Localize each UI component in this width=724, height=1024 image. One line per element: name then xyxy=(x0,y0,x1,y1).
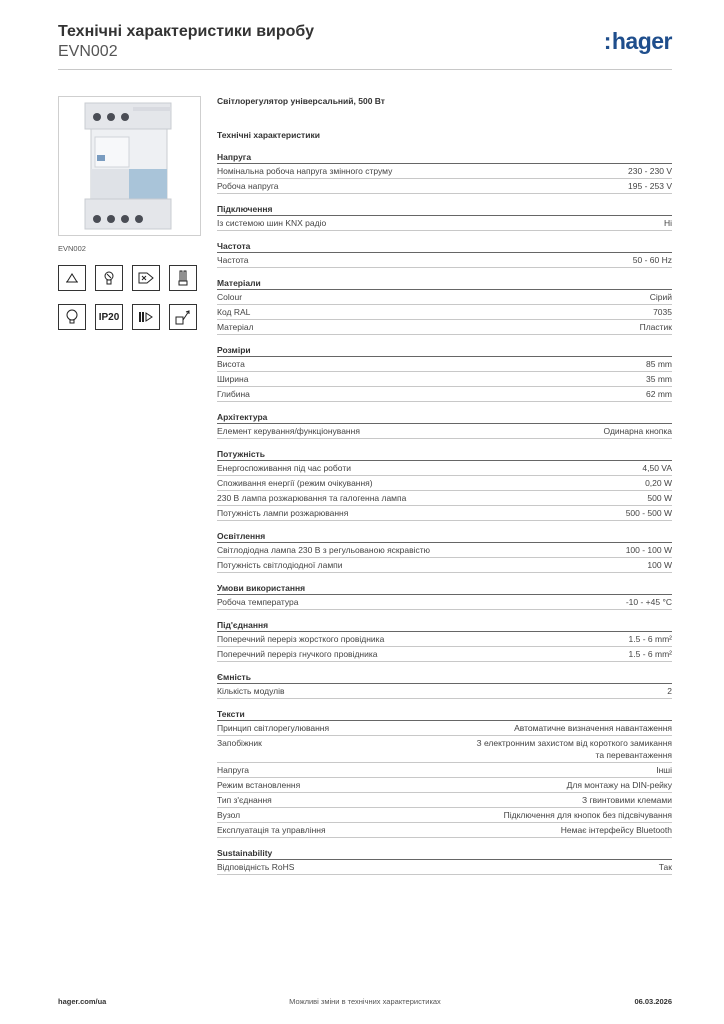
spec-value: Інші xyxy=(656,765,672,775)
spec-row xyxy=(217,543,672,558)
spec-value: 7035 xyxy=(653,307,672,317)
spec-value: 50 - 60 Hz xyxy=(632,255,672,265)
spec-row xyxy=(217,357,672,372)
footer-date: 06.03.2026 xyxy=(634,997,672,1006)
spec-label: Елемент керування/функціонування xyxy=(217,426,360,436)
spec-label: Принцип світлорегулювання xyxy=(217,723,330,733)
dimmer-device-image xyxy=(59,97,200,235)
spec-label: Запобіжник xyxy=(217,738,262,748)
spec-value: 100 W xyxy=(647,560,672,570)
spec-value: 2 xyxy=(667,686,672,696)
spec-label: Частота xyxy=(217,255,249,265)
spec-label: Код RAL xyxy=(217,307,251,317)
operator-icon xyxy=(169,304,197,330)
spec-value: Так xyxy=(658,862,672,872)
fluorescent-icon xyxy=(169,265,197,291)
spec-row xyxy=(217,164,672,179)
product-name: Світлорегулятор універсальний, 500 Вт xyxy=(217,96,385,106)
spec-row xyxy=(217,595,672,610)
spec-label: Експлуатація та управління xyxy=(217,825,326,835)
section-title: Ємність xyxy=(217,671,672,684)
dimmer-icon xyxy=(132,304,160,330)
page-header xyxy=(58,22,672,70)
spec-row xyxy=(217,305,672,320)
spec-sections xyxy=(217,151,672,875)
product-image xyxy=(58,96,201,236)
spec-row xyxy=(217,387,672,402)
spec-row xyxy=(217,763,672,778)
transformer-icon xyxy=(132,265,160,291)
spec-label: Поперечний переріз жорсткого провідника xyxy=(217,634,385,644)
spec-value: Ні xyxy=(663,218,672,228)
spec-label: Із системою шин KNX радіо xyxy=(217,218,327,228)
section-title: Матеріали xyxy=(217,277,672,290)
spec-label: Глибина xyxy=(217,389,250,399)
bulb-halogen-icon xyxy=(95,265,123,291)
spec-value: 1.5 - 6 mm² xyxy=(628,649,672,659)
spec-row xyxy=(217,506,672,521)
spec-row xyxy=(217,632,672,647)
spec-label: Світлодіодна лампа 230 В з регульованою яскравістю xyxy=(217,545,431,555)
spec-section xyxy=(217,203,672,231)
spec-value: Немає інтерфейсу Bluetooth xyxy=(560,825,672,835)
spec-row xyxy=(217,372,672,387)
spec-row xyxy=(217,320,672,335)
spec-section xyxy=(217,708,672,838)
spec-label: Висота xyxy=(217,359,245,369)
spec-row xyxy=(217,823,672,838)
section-title: Умови використання xyxy=(217,582,672,595)
wattage-icon xyxy=(58,265,86,291)
spec-section xyxy=(217,847,672,875)
section-title: Напруга xyxy=(217,151,672,164)
specifications xyxy=(217,96,672,875)
spec-label: Colour xyxy=(217,292,243,302)
spec-row xyxy=(217,558,672,573)
spec-row xyxy=(217,461,672,476)
spec-row xyxy=(217,491,672,506)
hager-logo: :hager xyxy=(603,28,672,54)
spec-row xyxy=(217,793,672,808)
spec-section xyxy=(217,619,672,662)
spec-value: 62 mm xyxy=(646,389,672,399)
spec-row xyxy=(217,476,672,491)
spec-row xyxy=(217,216,672,231)
spec-section xyxy=(217,582,672,610)
spec-section xyxy=(217,671,672,699)
spec-row xyxy=(217,860,672,875)
spec-value: Одинарна кнопка xyxy=(603,426,672,436)
section-title: Підключення xyxy=(217,203,672,216)
spec-value: З електронним захистом від короткого замикання та перевантаження xyxy=(476,738,672,760)
spec-label: Споживання енергії (режим очікування) xyxy=(217,478,373,488)
spec-row xyxy=(217,736,672,763)
spec-section xyxy=(217,344,672,402)
spec-section xyxy=(217,448,672,521)
spec-value: Сірий xyxy=(649,292,672,302)
spec-value: 35 mm xyxy=(646,374,672,384)
spec-row xyxy=(217,808,672,823)
spec-value: 4,50 VA xyxy=(642,463,672,473)
spec-value: 500 - 500 W xyxy=(625,508,672,518)
spec-row xyxy=(217,290,672,305)
spec-section xyxy=(217,277,672,335)
spec-label: Напруга xyxy=(217,765,249,775)
section-title: Розміри xyxy=(217,344,672,357)
footer-note: Можливі зміни в технічних характеристиках xyxy=(289,997,441,1006)
spec-value: Пластик xyxy=(639,322,672,332)
spec-row xyxy=(217,721,672,736)
spec-label: Режим встановлення xyxy=(217,780,301,790)
spec-row xyxy=(217,179,672,194)
spec-value: З гвинтовими клемами xyxy=(582,795,672,805)
spec-row xyxy=(217,253,672,268)
product-panel xyxy=(58,96,201,330)
spec-section xyxy=(217,530,672,573)
spec-value: 195 - 253 V xyxy=(628,181,672,191)
spec-row xyxy=(217,424,672,439)
spec-value: 230 - 230 V xyxy=(628,166,672,176)
section-title: Тексти xyxy=(217,708,672,721)
spec-value: 1.5 - 6 mm² xyxy=(628,634,672,644)
spec-label: Потужність світлодіодної лампи xyxy=(217,560,343,570)
spec-label: Потужність лампи розжарювання xyxy=(217,508,349,518)
spec-value: 100 - 100 W xyxy=(625,545,672,555)
section-title: Sustainability xyxy=(217,847,672,860)
spec-section xyxy=(217,240,672,268)
product-code: EVN002 xyxy=(58,43,118,60)
spec-value: 500 W xyxy=(647,493,672,503)
spec-row xyxy=(217,778,672,793)
spec-label: 230 В лампа розжарювання та галогенна лампа xyxy=(217,493,407,503)
certification-icons xyxy=(58,265,201,330)
bulb-icon xyxy=(58,304,86,330)
spec-label: Вузол xyxy=(217,810,241,820)
section-title: Під'єднання xyxy=(217,619,672,632)
section-title: Освітлення xyxy=(217,530,672,543)
footer-website[interactable]: hager.com/ua xyxy=(58,997,107,1006)
spec-value: -10 - +45 °C xyxy=(625,597,672,607)
spec-label: Тип з'єднання xyxy=(217,795,272,805)
section-title: Частота xyxy=(217,240,672,253)
spec-value: Для монтажу на DIN-рейку xyxy=(566,780,672,790)
spec-value: Підключення для кнопок без підсвічування xyxy=(503,810,672,820)
spec-row xyxy=(217,684,672,699)
section-title: Архітектура xyxy=(217,411,672,424)
spec-value: Автоматичне визначення навантаження xyxy=(514,723,672,733)
spec-section xyxy=(217,411,672,439)
spec-value: 85 mm xyxy=(646,359,672,369)
spec-label: Енергоспоживання під час роботи xyxy=(217,463,351,473)
spec-label: Кількість модулів xyxy=(217,686,285,696)
spec-label: Номінальна робоча напруга змінного струму xyxy=(217,166,393,176)
technical-heading: Технічні характеристики xyxy=(217,130,320,140)
spec-label: Робоча температура xyxy=(217,597,299,607)
spec-label: Ширина xyxy=(217,374,249,384)
spec-section xyxy=(217,151,672,194)
spec-label: Матеріал xyxy=(217,322,254,332)
spec-label: Поперечний переріз гнучкого провідника xyxy=(217,649,378,659)
section-title: Потужність xyxy=(217,448,672,461)
spec-row xyxy=(217,647,672,662)
spec-value: 0,20 W xyxy=(645,478,672,488)
page-title: Технічні характеристики виробу xyxy=(58,23,314,40)
ip20-icon: IP20 xyxy=(95,304,123,330)
spec-label: Робоча напруга xyxy=(217,181,279,191)
spec-label: Відповідність RoHS xyxy=(217,862,295,872)
image-caption: EVN002 xyxy=(58,244,86,253)
